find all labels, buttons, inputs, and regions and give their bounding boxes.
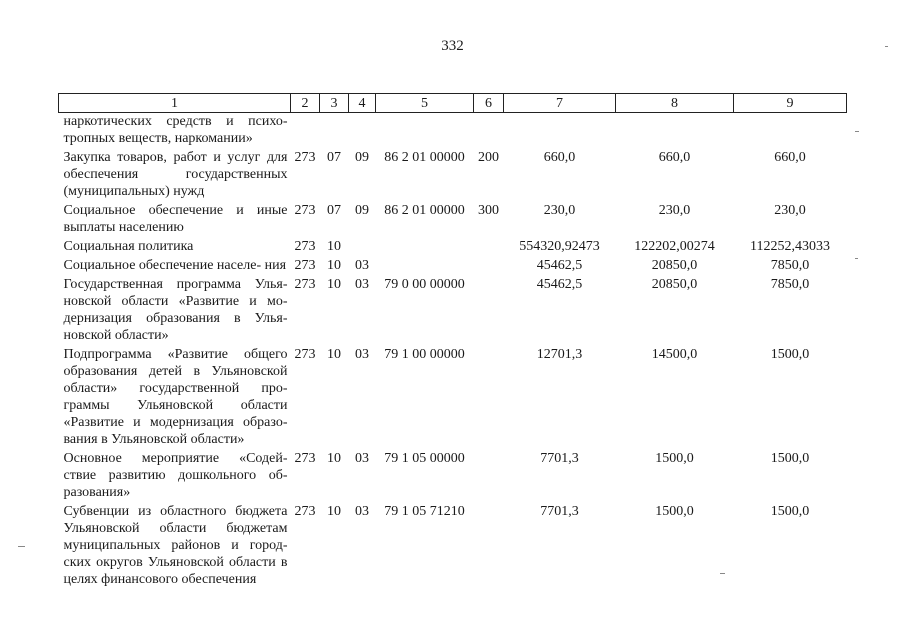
cell-description	[59, 149, 291, 202]
cell-target-article: 86 2 01 00000	[384, 150, 465, 165]
cell-subsection	[349, 238, 376, 257]
table-header	[59, 94, 847, 113]
column-header-4: 4	[349, 94, 376, 113]
description-line: Закупка товаров, работ и услуг для	[63, 150, 288, 165]
column-header-2: 2	[291, 94, 320, 113]
cell-chapter: 273	[294, 203, 316, 218]
cell-target-article	[376, 113, 474, 150]
cell-chapter: 273	[294, 150, 316, 165]
cell-description	[59, 238, 291, 257]
cell-subsection: 09	[355, 203, 369, 218]
description-line: Социальное обеспечение и иные	[63, 203, 288, 218]
description-line: (муниципальных) нужд	[63, 184, 205, 199]
description-line: в целях финансового обеспечения	[63, 555, 288, 587]
cell-description	[59, 202, 291, 238]
cell-amount-year2: 660,0	[658, 150, 691, 165]
table-row	[59, 346, 847, 450]
cell-amount-year3: 112252,43033	[750, 239, 830, 254]
cell-chapter: 273	[294, 239, 316, 254]
description-line: новской области «Развитие и мо-	[63, 294, 288, 309]
table-row	[59, 503, 847, 590]
table-row	[59, 257, 847, 276]
cell-subsection: 03	[355, 277, 369, 292]
description-line: новской области»	[63, 328, 169, 343]
cell-target-article	[376, 238, 474, 257]
cell-amount-year2: 14500,0	[651, 347, 698, 362]
description-line: Подпрограмма «Развитие общего	[63, 347, 288, 362]
cell-expense-type	[474, 450, 504, 503]
column-header-3: 3	[320, 94, 349, 113]
cell-expense-type	[474, 346, 504, 450]
cell-amount-year2	[616, 113, 734, 150]
cell-section: 10	[327, 258, 341, 273]
cell-amount-year3: 1500,0	[770, 347, 810, 362]
scan-speck	[720, 573, 725, 574]
cell-subsection: 09	[355, 150, 369, 165]
table-row	[59, 238, 847, 257]
cell-amount-year3: 7850,0	[770, 258, 810, 273]
cell-amount-year3: 660,0	[774, 150, 806, 165]
description-line: образования детей в Ульяновской	[63, 364, 288, 379]
cell-description	[59, 276, 291, 346]
cell-expense-type	[474, 276, 504, 346]
cell-amount-year2: 20850,0	[651, 277, 698, 292]
cell-chapter: 273	[294, 258, 316, 273]
cell-section: 10	[327, 451, 341, 466]
cell-section: 07	[327, 203, 341, 218]
cell-amount-year3	[734, 113, 847, 150]
cell-amount-year1: 660,0	[543, 150, 576, 165]
description-line: Субвенции из областного бюджета	[63, 504, 288, 519]
description-line: муниципальных районов и город-	[63, 538, 288, 553]
cell-amount-year3: 7850,0	[770, 277, 810, 292]
cell-expense-type	[474, 238, 504, 257]
description-line: вания в Ульяновской области»	[63, 432, 245, 447]
cell-subsection	[349, 113, 376, 150]
cell-chapter: 273	[294, 347, 316, 362]
cell-target-article: 79 1 05 00000	[384, 451, 465, 466]
description-line: Социальная политика	[63, 239, 194, 254]
description-line: граммы Ульяновской области	[63, 398, 288, 413]
table-row	[59, 276, 847, 346]
cell-amount-year1: 7701,3	[540, 504, 579, 519]
description-line: Государственная программа Улья-	[63, 277, 288, 292]
cell-amount-year2: 122202,00274	[634, 239, 715, 254]
cell-target-article: 86 2 01 00000	[384, 203, 465, 218]
cell-amount-year1: 230,0	[543, 203, 576, 218]
cell-expense-type	[474, 503, 504, 590]
cell-chapter: 273	[294, 277, 316, 292]
cell-amount-year1: 45462,5	[536, 277, 583, 292]
cell-target-article: 79 1 00 00000	[384, 347, 465, 362]
cell-amount-year3: 1500,0	[770, 504, 810, 519]
description-line: выплаты населению	[63, 220, 184, 235]
cell-description	[59, 113, 291, 150]
cell-subsection: 03	[355, 504, 369, 519]
description-line: ских округов Ульяновской области	[63, 555, 276, 570]
cell-subsection: 03	[355, 258, 369, 273]
description-line: ния	[264, 258, 287, 273]
cell-subsection: 03	[355, 347, 369, 362]
description-line: Основное мероприятие «Содей-	[63, 451, 288, 466]
cell-section	[320, 113, 349, 150]
header-row	[59, 94, 847, 113]
description-line: Ульяновской области бюджетам	[63, 521, 288, 536]
cell-amount-year1: 7701,3	[540, 451, 579, 466]
description-line: Социальное обеспечение населе-	[63, 258, 262, 273]
cell-section: 10	[327, 504, 341, 519]
table-row	[59, 149, 847, 202]
description-line: наркотических средств и психо-	[63, 114, 288, 129]
cell-target-article: 79 1 05 71210	[384, 504, 465, 519]
cell-description	[59, 503, 291, 590]
cell-amount-year3: 1500,0	[770, 451, 810, 466]
cell-description	[59, 450, 291, 503]
scan-speck	[18, 546, 25, 547]
description-line: тропных веществ, наркомании»	[63, 131, 253, 146]
cell-amount-year3: 230,0	[774, 203, 806, 218]
cell-amount-year2: 230,0	[658, 203, 691, 218]
cell-amount-year2: 20850,0	[651, 258, 698, 273]
cell-target-article: 79 0 00 00000	[384, 277, 465, 292]
cell-chapter: 273	[294, 504, 316, 519]
cell-amount-year2: 1500,0	[655, 451, 694, 466]
column-header-1: 1	[59, 94, 291, 113]
table-row	[59, 202, 847, 238]
description-line: дернизация образования в Улья-	[63, 311, 288, 326]
table-body	[59, 113, 847, 591]
cell-section: 10	[327, 347, 341, 362]
page-number: 332	[441, 38, 464, 54]
cell-expense-type	[474, 257, 504, 276]
cell-section: 10	[327, 239, 341, 254]
cell-chapter	[291, 113, 320, 150]
cell-section: 10	[327, 277, 341, 292]
scan-speck	[855, 131, 859, 132]
cell-amount-year1: 45462,5	[536, 258, 583, 273]
cell-expense-type: 200	[478, 150, 499, 165]
table-row	[59, 113, 847, 150]
cell-subsection: 03	[355, 451, 369, 466]
column-header-8: 8	[616, 94, 734, 113]
cell-chapter: 273	[294, 451, 316, 466]
cell-expense-type: 300	[478, 203, 499, 218]
description-line: области» государственной про-	[63, 381, 288, 396]
column-header-6: 6	[474, 94, 504, 113]
cell-description	[59, 346, 291, 450]
description-line: разования»	[63, 485, 131, 500]
cell-target-article	[376, 257, 474, 276]
table-row	[59, 450, 847, 503]
cell-description	[59, 257, 291, 276]
cell-amount-year1	[504, 113, 616, 150]
scan-speck	[885, 46, 888, 47]
column-header-5: 5	[376, 94, 474, 113]
cell-amount-year1: 12701,3	[536, 347, 583, 362]
cell-amount-year1: 554320,92473	[519, 239, 600, 254]
column-header-7: 7	[504, 94, 616, 113]
budget-table	[58, 93, 847, 590]
cell-section: 07	[327, 150, 341, 165]
cell-amount-year2: 1500,0	[655, 504, 694, 519]
scan-speck	[855, 258, 858, 259]
description-line: ствие развитию дошкольного об-	[63, 468, 288, 483]
description-line: «Развитие и модернизация образо-	[63, 415, 288, 430]
description-line: обеспечения государственных	[63, 167, 288, 182]
column-header-9: 9	[734, 94, 847, 113]
cell-expense-type	[474, 113, 504, 150]
